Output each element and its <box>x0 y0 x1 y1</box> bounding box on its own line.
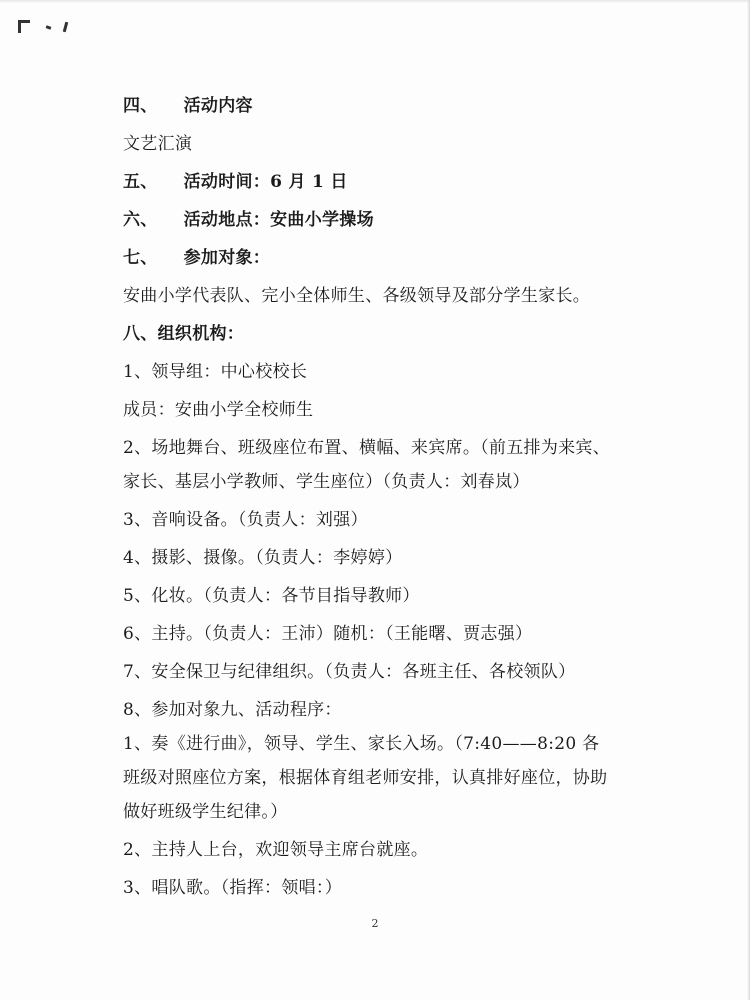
page-number: 2 <box>371 917 379 930</box>
section-heading-4: 四、 活动内容 <box>123 96 253 116</box>
corner-mark <box>18 20 30 23</box>
section-body-4: 文艺汇演 <box>123 134 193 154</box>
corner-mark <box>63 22 68 32</box>
body-line: 4、摄影、摄像。（负责人：李婷婷） <box>123 548 403 568</box>
body-line: 3、音响设备。（负责人：刘强） <box>123 510 368 530</box>
body-line: 5、化妆。（负责人：各节目指导教师） <box>123 586 420 606</box>
body-line: 1、领导组：中心校校长 <box>123 362 308 382</box>
section-heading-8: 八、组织机构： <box>123 324 245 344</box>
body-line: 1、奏《进行曲》，领导、学生、家长入场。（7:40——8:20 各 <box>123 734 600 754</box>
body-line: 2、主持人上台，欢迎领导主席台就座。 <box>123 840 429 860</box>
section-heading-7: 七、 参加对象： <box>123 248 271 268</box>
scan-corner-marks <box>16 16 76 36</box>
scan-edge-top <box>0 0 750 3</box>
body-line: 家长、基层小学教师、学生座位）（负责人：刘春岚） <box>123 472 530 492</box>
body-line: 7、安全保卫与纪律组织。（负责人：各班主任、各校领队） <box>123 662 576 682</box>
body-line: 2、场地舞台、班级座位布置、横幅、来宾席。（前五排为来宾、 <box>123 438 611 458</box>
section-heading-6: 六、 活动地点：安曲小学操场 <box>123 210 374 230</box>
body-line: 做好班级学生纪律。） <box>123 802 288 822</box>
section-heading-5: 五、 活动时间：6 月 1 日 <box>123 172 348 192</box>
body-line: 3、唱队歌。（指挥：领唱：） <box>123 878 343 898</box>
section-body-7: 安曲小学代表队、完小全体师生、各级领导及部分学生家长。 <box>123 286 591 306</box>
body-line: 6、主持。（负责人：王沛）随机：（王能曙、贾志强） <box>123 624 533 644</box>
corner-mark <box>46 25 52 30</box>
body-line: 班级对照座位方案，根据体育组老师安排，认真排好座位，协助 <box>123 768 608 788</box>
body-line: 成员：安曲小学全校师生 <box>123 400 314 420</box>
body-line: 8、参加对象九、活动程序： <box>123 700 342 720</box>
